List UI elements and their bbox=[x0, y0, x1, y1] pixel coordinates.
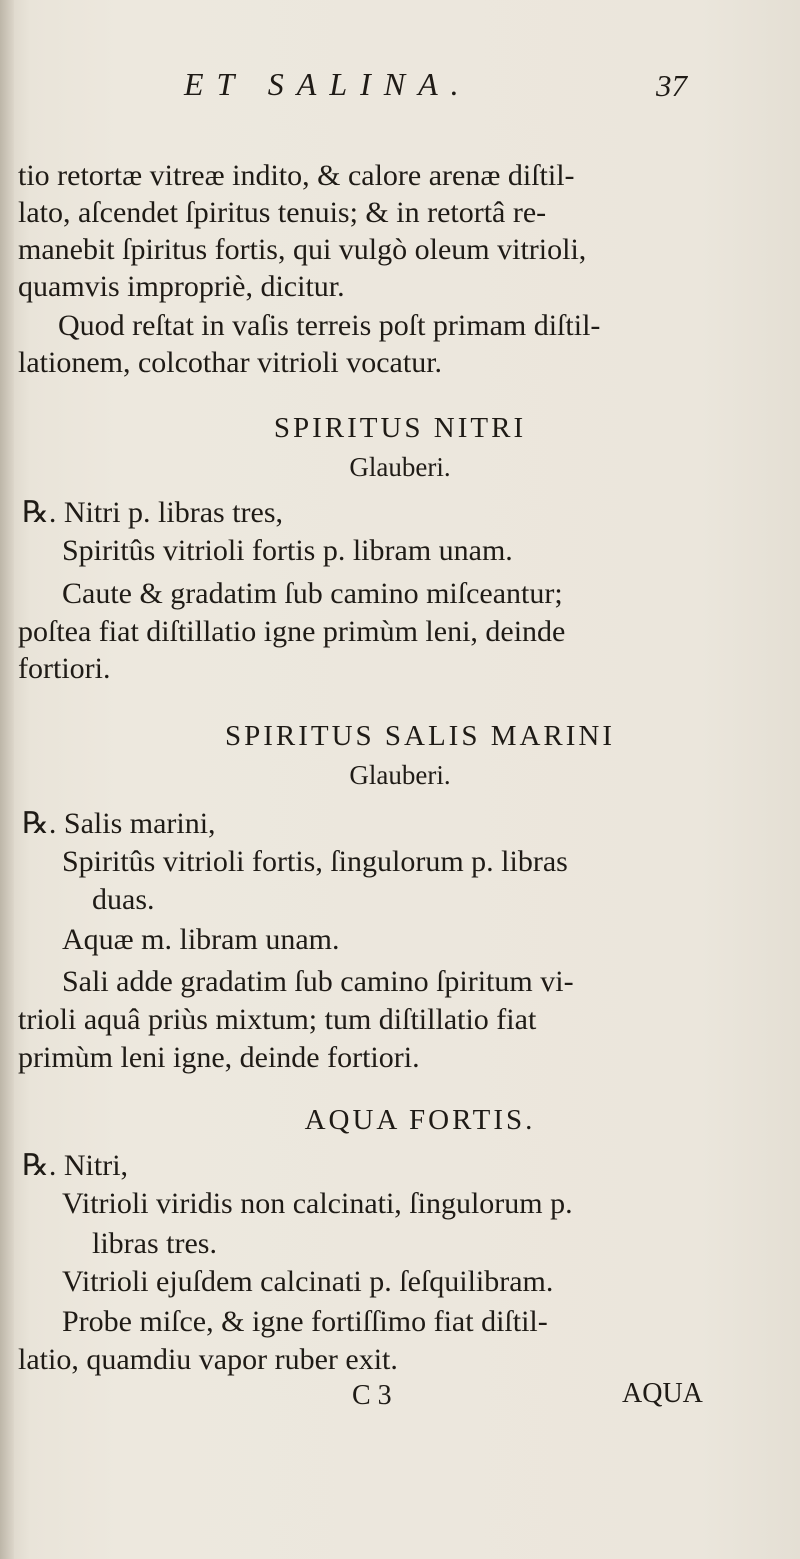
recipe-line: Vitrioli ejuſdem calcinati p. ſeſquilibram. bbox=[62, 1265, 554, 1298]
recipe-line: Aquæ m. libram unam. bbox=[62, 923, 340, 956]
section-subheading: Glauberi. bbox=[349, 760, 451, 790]
recipe-line: Vitrioli viridis non calcinati, ſingulorum p. bbox=[62, 1187, 573, 1220]
text-line: Caute & gradatim ſub camino miſceantur; bbox=[62, 577, 563, 610]
text-line: trioli aquâ priùs mixtum; tum diſtillatio fiat bbox=[18, 1003, 537, 1036]
text-line: manebit ſpiritus fortis, qui vulgò oleum vitrioli, bbox=[18, 233, 587, 266]
text-line: primùm leni igne, deinde fortiori. bbox=[18, 1041, 420, 1074]
text-line: latio, quamdiu vapor ruber exit. bbox=[18, 1343, 398, 1376]
recipe-line: ℞. Salis marini, bbox=[22, 807, 216, 840]
recipe-line: libras tres. bbox=[92, 1227, 217, 1260]
recipe-line: Spiritûs vitrioli fortis p. libram unam. bbox=[62, 534, 513, 567]
text-line: lationem, colcothar vitrioli vocatur. bbox=[18, 346, 443, 379]
section-heading: AQUA FORTIS. bbox=[304, 1104, 536, 1136]
recipe-line: duas. bbox=[92, 883, 155, 916]
text-line: poſtea fiat diſtillatio igne primùm leni, deinde bbox=[18, 615, 566, 648]
text-line: quamvis impropriè, dicitur. bbox=[18, 270, 345, 303]
recipe-line: ℞. Nitri, bbox=[22, 1149, 129, 1182]
text-line: tio retortæ vitreæ indito, & calore arenæ diſtil- bbox=[18, 159, 575, 192]
signature-mark: C 3 bbox=[352, 1380, 392, 1411]
section-subheading: Glauberi. bbox=[349, 452, 451, 482]
text-line: Sali adde gradatim ſub camino ſpiritum vi- bbox=[62, 965, 574, 998]
recipe-line: Spiritûs vitrioli fortis, ſingulorum p. libras bbox=[62, 845, 568, 878]
text-line: lato, aſcendet ſpiritus tenuis; & in retortâ re- bbox=[18, 196, 547, 229]
recipe-line: ℞. Nitri p. libras tres, bbox=[22, 496, 284, 529]
page-number: 37 bbox=[656, 68, 687, 103]
text-line: Probe miſce, & igne fortiſſimo fiat diſtil- bbox=[62, 1305, 548, 1338]
section-heading: SPIRITUS SALIS MARINI bbox=[224, 720, 616, 752]
running-title: ET SALINA. bbox=[184, 66, 472, 102]
text-line: fortiori. bbox=[18, 652, 111, 685]
text-line: Quod reſtat in vaſis terreis poſt primam diſtil- bbox=[58, 309, 601, 342]
page-header bbox=[0, 66, 800, 106]
catchword: AQUA bbox=[622, 1378, 703, 1409]
section-heading: SPIRITUS NITRI bbox=[273, 412, 527, 444]
